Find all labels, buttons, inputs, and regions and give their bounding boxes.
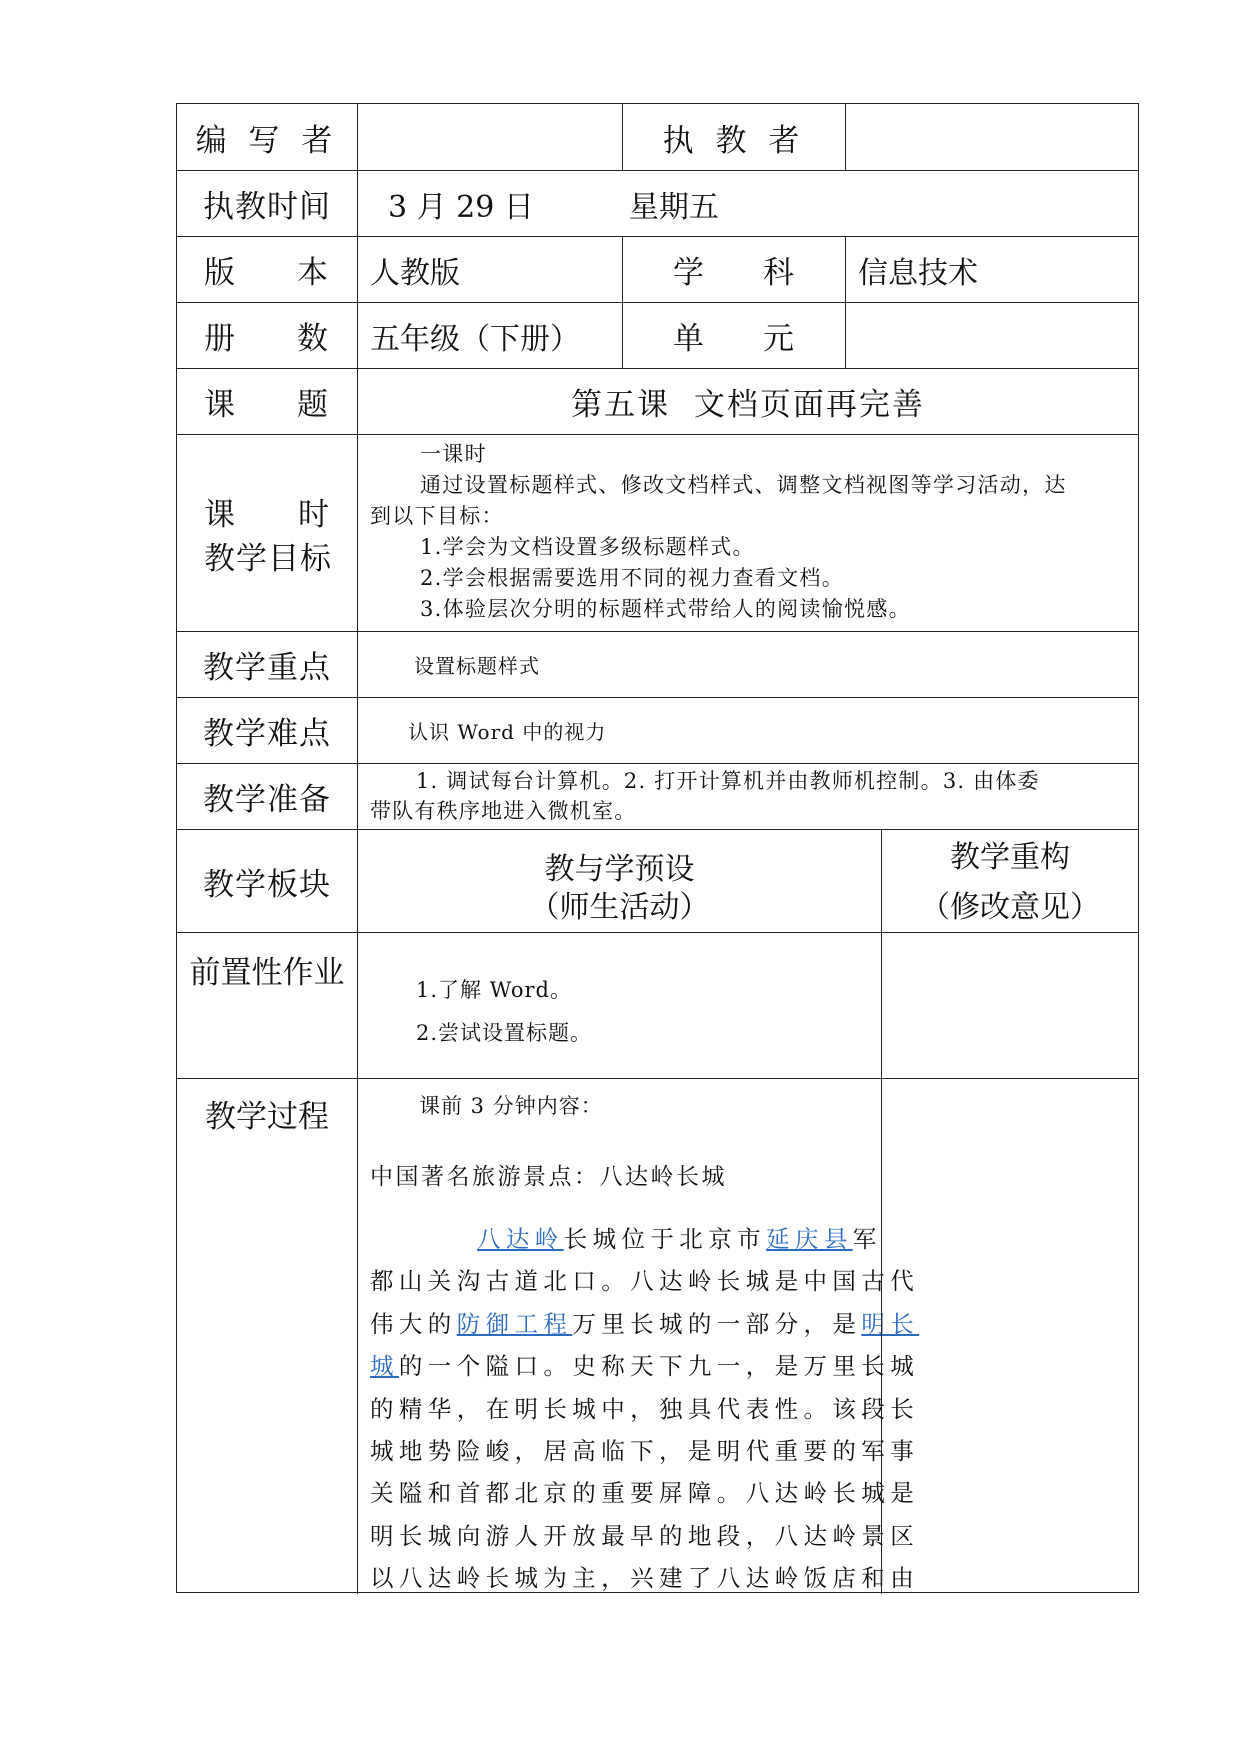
teacher-label-text: 执 教 者 <box>662 122 806 159</box>
pre-assignment-label: 前置性作业 <box>189 955 345 991</box>
subject-label-a: 学 <box>673 255 705 291</box>
paragraph-line <box>370 1345 920 1387</box>
date-text: 3 月 29 日 <box>388 189 534 225</box>
row-edition <box>177 237 1138 303</box>
row-volume <box>177 303 1138 369</box>
difficulty-label: 教学难点 <box>203 716 331 752</box>
author-label <box>177 104 357 170</box>
objectives-label-b: 时 <box>298 497 329 533</box>
author-label-text: 编 写 者 <box>195 122 339 159</box>
preparation-line: 带队有秩序地进入微机室。 <box>370 799 637 823</box>
paragraph-text: 城地势险峻，居高临下，是明代重要的军事 <box>370 1437 920 1466</box>
subject-label <box>623 237 845 302</box>
topic-value <box>358 369 1138 434</box>
plan-header-line1: 教与学预设 <box>544 852 695 887</box>
objectives-label-a: 课 <box>204 497 235 533</box>
plan-header-line2: （师生活动） <box>529 890 710 925</box>
objectives-line: 1.学会为文档设置多级标题样式。 <box>420 535 755 559</box>
edition-label-a: 版 <box>204 255 236 291</box>
author-value[interactable] <box>358 104 622 170</box>
preparation-line: 1. 调试每台计算机。2. 打开计算机并由教师机控制。3. 由体委 <box>416 769 1040 793</box>
process-label: 教学过程 <box>205 1099 329 1135</box>
row-topic <box>177 369 1138 435</box>
lesson-plan-table <box>176 103 1139 1593</box>
pre-assignment-content <box>358 933 881 1078</box>
difficulty-value: 认识 Word 中的视力 <box>408 720 607 744</box>
pre-assignment-item: 2.尝试设置标题。 <box>416 1021 593 1045</box>
paragraph-link[interactable]: 防御工程 <box>456 1309 573 1338</box>
objectives-line: 通过设置标题样式、修改文档样式、调整文档视图等学习活动，达 <box>420 473 1067 497</box>
paragraph-link[interactable]: 延庆县 <box>766 1225 853 1253</box>
objectives-line: 2.学会根据需要选用不同的视力查看文档。 <box>420 566 845 590</box>
paragraph-text: 长城位于北京市 <box>563 1225 767 1253</box>
teacher-value[interactable] <box>846 104 1138 170</box>
objectives-line: 一课时 <box>420 442 487 466</box>
edition-label <box>177 237 357 302</box>
objectives-label <box>177 435 357 631</box>
volume-label <box>177 303 357 368</box>
paragraph-line <box>370 1218 880 1260</box>
process-heading: 中国著名旅游景点：八达岭长城 <box>370 1164 727 1190</box>
paragraph-link[interactable]: 八达岭 <box>477 1225 564 1253</box>
paragraph-link[interactable]: 明长 <box>861 1309 920 1338</box>
paragraph-line <box>370 1515 920 1557</box>
preparation-label: 教学准备 <box>203 782 331 818</box>
paragraph-text: 万里长城的一部分，是 <box>572 1309 862 1338</box>
objectives-line: 到以下目标： <box>370 504 504 528</box>
topic-label-b: 题 <box>297 387 329 423</box>
unit-label-b: 元 <box>763 321 795 357</box>
row-difficulty <box>177 698 1138 764</box>
pre-assignment-item: 1.了解 Word。 <box>416 978 572 1002</box>
row-time <box>177 171 1138 237</box>
row-preparation <box>177 764 1138 830</box>
unit-value[interactable] <box>846 303 1138 368</box>
process-revision[interactable] <box>882 1079 1138 1594</box>
paragraph-line <box>370 1260 920 1302</box>
topic-label-a: 课 <box>204 387 236 423</box>
key-point-label: 教学重点 <box>203 650 331 686</box>
process-intro: 课前 3 分钟内容： <box>419 1094 603 1118</box>
edition-value: 人教版 <box>370 255 460 291</box>
paragraph-text: 军 <box>852 1225 882 1253</box>
teacher-label <box>623 104 845 170</box>
revision-header-line2: （修改意见） <box>920 890 1100 925</box>
row-pre-assignment <box>177 933 1138 1079</box>
paragraph-text: 的精华，在明长城中，独具代表性。该段长 <box>370 1394 920 1423</box>
subject-label-b: 科 <box>763 255 795 291</box>
paragraph-text: 以八达岭长城为主，兴建了八达岭饭店和由 <box>370 1564 920 1593</box>
revision-header <box>882 830 1138 932</box>
row-objectives <box>177 435 1138 632</box>
plan-header <box>358 830 881 932</box>
section-label: 教学板块 <box>203 866 331 903</box>
paragraph-line <box>370 1430 920 1472</box>
paragraph-line <box>370 1557 920 1599</box>
paragraph-text: 都山关沟古道北口。八达岭长城是中国古代 <box>370 1267 920 1296</box>
volume-label-a: 册 <box>204 321 236 357</box>
preparation-value <box>358 764 1138 829</box>
weekday-text: 星期五 <box>628 189 719 225</box>
objectives-label-line2: 教学目标 <box>204 541 332 577</box>
paragraph-text: 伟大的 <box>370 1309 457 1338</box>
time-value <box>358 171 1138 236</box>
edition-label-b: 本 <box>297 255 329 291</box>
unit-label-a: 单 <box>673 321 705 357</box>
volume-value: 五年级（下册） <box>370 321 580 357</box>
key-point-value: 设置标题样式 <box>414 654 540 678</box>
paragraph-line <box>370 1388 920 1430</box>
volume-label-b: 数 <box>297 321 329 357</box>
paragraph-text: 关隘和首都北京的重要屏障。八达岭长城是 <box>370 1479 920 1508</box>
process-content <box>358 1079 920 1594</box>
topic-label <box>177 369 357 434</box>
time-label: 执教时间 <box>203 189 331 225</box>
row-section-header <box>177 830 1138 933</box>
row-author <box>177 104 1138 171</box>
objectives-content <box>358 435 1138 631</box>
subject-value: 信息技术 <box>858 255 978 291</box>
row-key-point <box>177 632 1138 698</box>
row-process <box>177 1079 1138 1594</box>
objectives-line: 3.体验层次分明的标题样式带给人的阅读愉悦感。 <box>420 597 911 621</box>
topic-value-text: 第五课 文档页面再完善 <box>571 387 925 423</box>
paragraph-line <box>370 1303 920 1345</box>
pre-assignment-revision[interactable] <box>882 933 1138 1078</box>
paragraph-link[interactable]: 城 <box>370 1352 399 1381</box>
paragraph-line <box>370 1472 920 1514</box>
process-paragraph <box>370 1218 920 1600</box>
unit-label <box>623 303 845 368</box>
paragraph-text: 明长城向游人开放最早的地段，八达岭景区 <box>370 1521 920 1550</box>
revision-header-line1: 教学重构 <box>950 840 1070 875</box>
paragraph-text: 的一个隘口。史称天下九一，是万里长城 <box>398 1352 920 1381</box>
